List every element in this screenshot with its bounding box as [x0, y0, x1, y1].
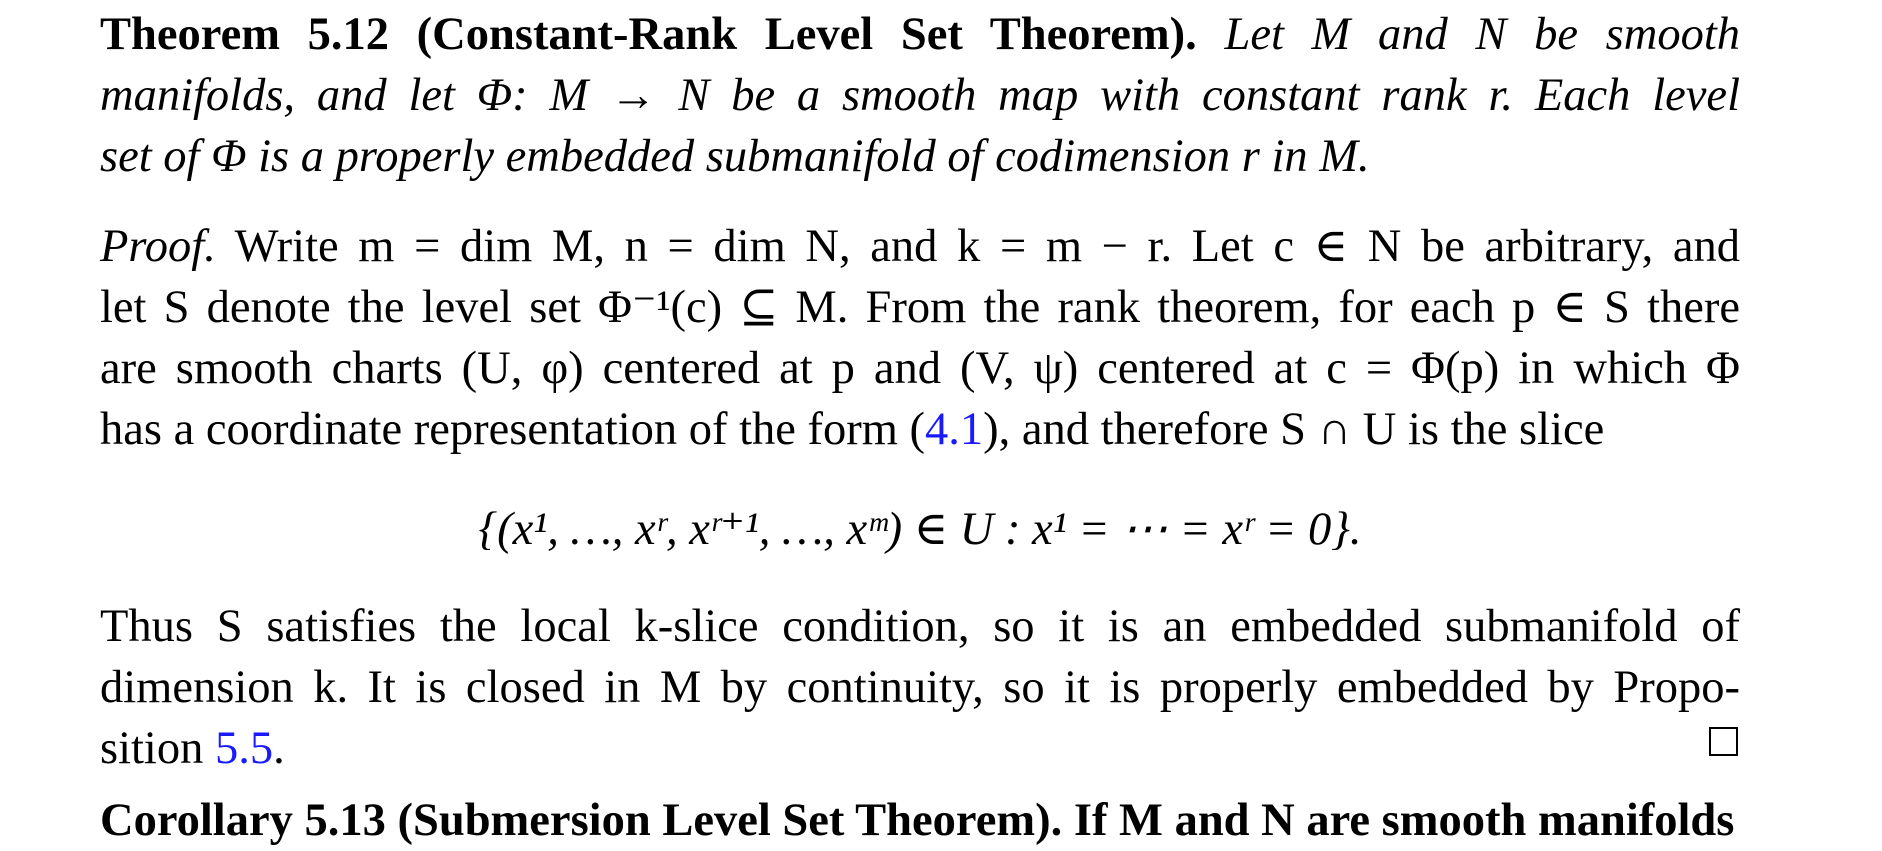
conclusion-block	[100, 596, 1740, 779]
conclusion-line-2: dimension k. It is closed in M by continuity, so it is properly embedded by Propo-	[100, 662, 1740, 713]
proof-label: Proof.	[100, 221, 216, 272]
conclusion-line-3	[100, 718, 1740, 779]
theorem-line-3: set of Φ is a properly embedded submanifold of codimension r in M.	[100, 131, 1370, 182]
proof-text-4a: has a coordinate representation of the form (	[100, 404, 926, 455]
proof-line-4	[100, 399, 1740, 460]
theorem-label: Theorem 5.12 (Constant-Rank Level Set Theorem).	[100, 9, 1197, 60]
proof-text-4b: ), and therefore S ∩ U is the slice	[983, 404, 1605, 455]
theorem-line-2: manifolds, and let Φ: M → N be a smooth map with constant rank r. Each level	[100, 70, 1740, 121]
theorem-statement-1: Let M and N be smooth	[1224, 9, 1741, 60]
conclusion-text-3a: sition	[100, 723, 215, 774]
proof-line-2: let S denote the level set Φ⁻¹(c) ⊆ M. From the rank theorem, for each p ∈ S there	[100, 282, 1740, 333]
proof-block	[100, 216, 1740, 460]
qed-square-icon	[1709, 727, 1738, 756]
proof-line-3: are smooth charts (U, φ) centered at p and (V, ψ) centered at c = Φ(p) in which Φ	[100, 343, 1740, 394]
conclusion-line-1: Thus S satisfies the local k-slice condition, so it is an embedded submanifold of	[100, 601, 1740, 652]
theorem-block	[100, 4, 1740, 187]
slice-display-equation: {(x¹, …, xʳ, xʳ⁺¹, …, xᵐ) ∈ U : x¹ = ⋯ = xʳ = 0}.	[478, 504, 1362, 555]
theorem-line-1	[100, 4, 1740, 65]
proof-text-1: Write m = dim M, n = dim N, and k = m − r. Let c ∈ N be arbitrary, and	[234, 221, 1740, 272]
proposition-link-5-5[interactable]: 5.5	[214, 723, 274, 774]
next-heading-partial: Corollary 5.13 (Submersion Level Set Theorem). If M and N are smooth manifolds	[100, 795, 1735, 846]
conclusion-text-3b: .	[273, 723, 285, 774]
equation-link-4-1[interactable]: 4.1	[925, 404, 984, 455]
proof-line-1	[100, 216, 1740, 277]
